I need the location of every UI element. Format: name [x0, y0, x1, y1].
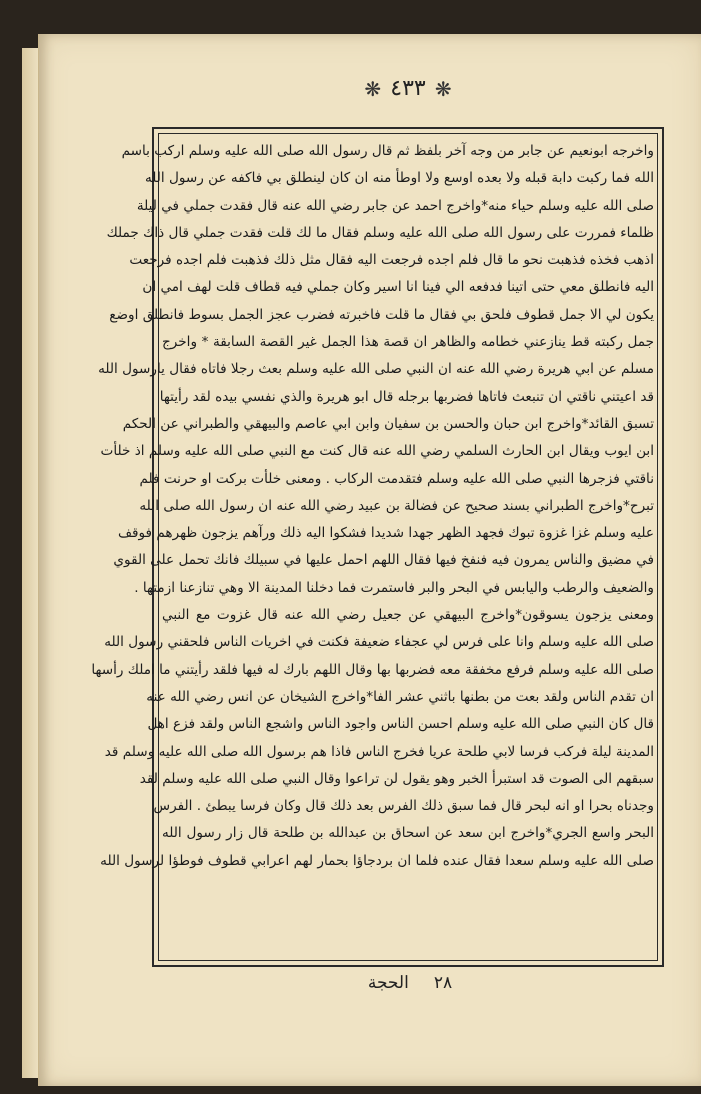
- text-line: الله فما ركبت دابة قبله ولا بعده اوسع ولا اوطأ منه ان كان لينطلق بي فاكفه عن رسول الله: [144, 170, 654, 187]
- text-line: تسبق القائد*واخرج ابن حبان والحسن بن سفيان وابن ابي عاصم والبيهقي والطبراني عن الحكم: [122, 415, 654, 432]
- text-line: صلى الله عليه وسلم حياء منه*واخرج احمد عن جابر رضي الله عنه قال فقدت جملي في ليلة: [136, 197, 654, 214]
- page-number: ٤٣٣: [390, 76, 426, 101]
- text-line: اذهب فخذه فذهبت نحو ما قال فلم اجده فرجعت اليه فقال مثل ذلك فذهبت فلم اجده فرجعت: [129, 252, 654, 269]
- text-line: قد اعيتني ناقتي ان تنبعث فاتاها فضربها برجله قال ابو هريرة والذي نفسي بيده لقد رأيتها: [159, 388, 654, 405]
- text-line: البحر واسع الجري*واخرج ابن سعد عن اسحاق بن عبدالله بن طلحة قال زار رسول الله: [162, 825, 654, 842]
- text-line: اليه فانطلق معي حتى اتينا فدفعه الي فينا انا اسير وكان جملي فيه قطاف قلت لهف امي ان: [142, 279, 654, 296]
- book-title: الحجة: [367, 973, 409, 993]
- text-line: قال كان النبي صلى الله عليه وسلم احسن الناس واجود الناس واشجع الناس ولقد فزع اهل: [147, 716, 654, 733]
- text-line: مسلم عن ابي هريرة رضي الله عنه ان النبي صلى الله عليه وسلم بعث رجلا فاتاه فقال يارسول الله: [98, 361, 654, 378]
- text-line: صلى الله عليه وسلم سعدا فقال عنده فلما ان بردجاؤا بحمار لهم اعرابي قطوف فوطؤا لرسول الله: [100, 852, 654, 869]
- text-line: سبقهم الى الصوت قد استبرأ الخبر وهو يقول لن تراعوا وقال النبي صلى الله عليه وسلم لقد: [139, 770, 654, 787]
- ornament-right-icon: ❋: [434, 77, 452, 101]
- text-line: تبرح*واخرج الطبراني بسند صحيح عن فضالة بن عبيد رضي الله عنه ان رسول الله صلى الله: [139, 497, 654, 514]
- main-text: [91, 138, 654, 958]
- text-line: والضعيف والرطب واليابس في البحر والبر فاستمرت فما دخلنا المدينة الا وهي تنازعنا ازمتها .: [134, 579, 654, 596]
- text-line: ظلماء فمررت على رسول الله صلى الله عليه وسلم فقال ما لك قلت فقدت جملي قال ذاك جملك: [106, 224, 654, 241]
- text-line: ان تقدم الناس ولقد بعت من بطنها باثني عشر الفا*واخرج الشيخان عن انس رضي الله عنه: [146, 688, 654, 705]
- text-line: ناقتي فزجرها النبي صلى الله عليه وسلم فتقدمت الركاب . ومعنى خلأت بركت او حرنت فلم: [139, 470, 654, 487]
- text-line: ابن ايوب ويقال ابن الحارث السلمي رضي الله عنه قال كنت مع النبي صلى الله عليه وسلم اذ خلأت: [100, 443, 654, 460]
- text-line: صلى الله عليه وسلم وانا على فرس لي عجفاء ضعيفة فكنت في اخريات الناس فلحقني رسول الله: [104, 634, 654, 651]
- text-line: في مضيق والناس يمرون فيه فنفخ فيها فقال اللهم احمل عليها في سبيلك فانك تحمل على القوي: [113, 552, 654, 569]
- page-footer: [330, 968, 490, 998]
- text-line: صلى الله عليه وسلم فرفع مخفقة معه فضربها بها وقال اللهم بارك له فيها فلقد رأيتني ما املك رأسها: [91, 661, 654, 678]
- signature-number: ٢٨: [433, 973, 453, 993]
- page-header: [150, 64, 666, 114]
- text-line: ومعنى يزجون يسوقون*واخرج البيهقي عن جعيل رضي الله عنه قال غزوت مع النبي: [162, 607, 654, 624]
- text-line: عليه وسلم غزا غزوة تبوك فجهد الظهر جهدا شديدا فشكوا اليه ذلك ورآهم يزجون ظهرهم فوقف: [117, 525, 654, 542]
- text-line: جمل ركبته قط ينازعني خطامه والظاهر ان قصة هذا الجمل غير القصة السابقة * واخرج: [162, 334, 654, 351]
- text-line: واخرجه ابونعيم عن جابر من وجه آخر بلفظ ثم قال رسول الله صلى الله عليه وسلم اركب باسم: [121, 143, 654, 159]
- text-line: وجدناه بحرا او انه لبحر قال فما سبق ذلك الفرس بعد ذلك قال وكان فرسا يبطئ . الفرس: [153, 798, 654, 815]
- ornament-left-icon: ❋: [364, 77, 382, 101]
- text-line: يكون لي الا جمل قطوف فلحق بي فقال ما قلت فاخبرته فضرب عجز الجمل بسوط فانطلق اوضع: [109, 306, 654, 323]
- text-line: المدينة ليلة فركب فرسا لابي طلحة عريا فخرج الناس فاذا هم برسول الله صلى الله عليه وسلم قد: [104, 743, 654, 760]
